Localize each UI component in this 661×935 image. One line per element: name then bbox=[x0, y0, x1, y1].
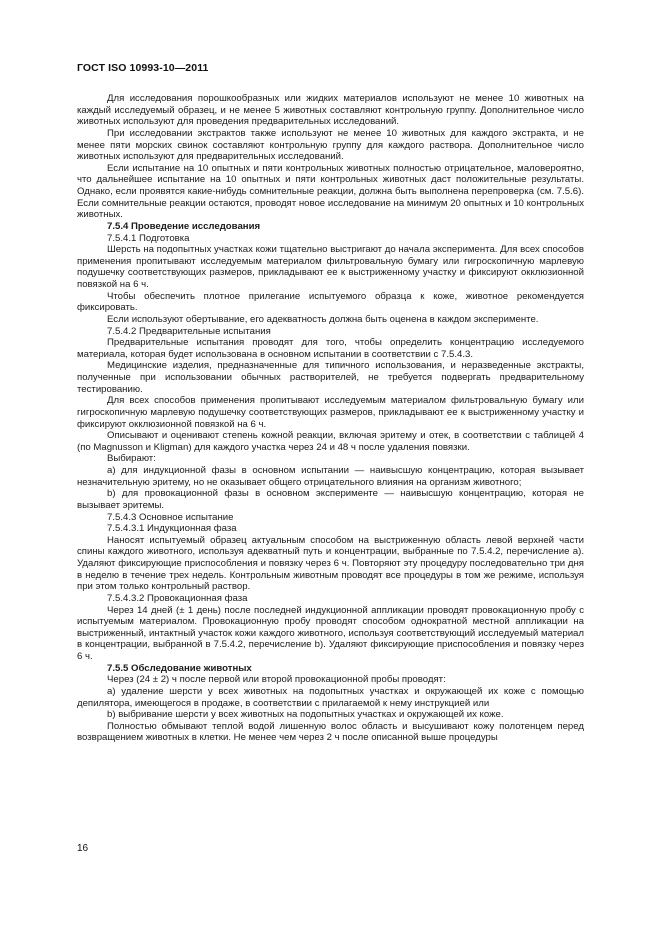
body-paragraph: Наносят испытуемый образец актуальным способом на выстриженную область левой верхней части спины каждого животного, используя адекватный путь и концентрации, выбранные по 7.5.4.2, перечисление а). Удаляют фиксирующие приспособления и повязку через 6 ч. Повторяют эту процедуру последовательно три дня в неделю в течение трех недель. Контрольным животным проводят все процедуры в том же режиме, используя при этом только контрольный раствор. bbox=[77, 534, 584, 593]
section-heading: 7.5.5 Обследование животных bbox=[107, 662, 252, 674]
body-paragraph: Для исследования порошкообразных или жидких материалов используют не менее 10 животных на каждый исследуемый образец, и не менее 5 животных составляют контрольную группу. Дополнительное число животных используют для проведения предварительных исследований. bbox=[77, 93, 584, 128]
document-header: ГОСТ ISO 10993-10—2011 bbox=[77, 62, 209, 74]
body-paragraph: b) для провокационной фазы в основном эксперименте — наивысшую концентрацию, которая не вызывает эритемы. bbox=[77, 488, 584, 511]
body-paragraph: Через (24 ± 2) ч после первой или второй провокационной пробы проводят: bbox=[107, 674, 446, 686]
body-paragraph: Полностью обмывают теплой водой лишенную волос область и высушивают кожу полотенцем перед возвращением животных в клетки. Не менее чем через 2 ч после описанной выше процедуры bbox=[77, 720, 584, 744]
body-paragraph: При исследовании экстрактов также используют не менее 10 животных для каждого экстракта, и не менее пяти морских свинок составляют контрольную группу для каждого раствора. Дополнительное число животных используют для предварительных исследований. bbox=[77, 127, 584, 163]
body-paragraph: а) удаление шерсти у всех животных на подопытных участках и окружающей их коже с помощью депилятора, имеющегося в продаже, в соответствии с прилагаемой к нему инструкцией или bbox=[77, 685, 584, 709]
body-paragraph: 7.5.4.1 Подготовка bbox=[107, 232, 190, 244]
body-paragraph: Описывают и оценивают степень кожной реакции, включая эритему и отек, в соответствии с таблицей 4 (по Magnusson и Kligman) для каждого участка через 24 и 48 ч после удаления повязки. bbox=[77, 430, 584, 453]
body-paragraph: а) для индукционной фазы в основном испытании — наивысшую концентрацию, которая вызывает незначительную эритему, но не оказывает общего отрицательного влияния на организм животного; bbox=[77, 465, 584, 488]
body-paragraph: Если используют обертывание, его адекватность должна быть оценена в каждом эксперименте. bbox=[107, 313, 539, 325]
body-paragraph: Выбирают: bbox=[107, 453, 156, 465]
body-paragraph: Медицинские изделия, предназначенные для типичного использования, и неразведенные экстракты, полученные при использовании обычных растворителей, не требуется подвергать предварительному тестированию. bbox=[77, 360, 584, 395]
body-paragraph: 7.5.4.2 Предварительные испытания bbox=[107, 325, 271, 337]
body-paragraph: Предварительные испытания проводят для того, чтобы определить концентрацию исследуемого материала, которая будет использована в основном испытании в соответствии с 7.5.4.3. bbox=[77, 337, 584, 360]
body-paragraph: b) выбривание шерсти у всех животных на подопытных участках и окружающей их коже. bbox=[107, 709, 504, 721]
body-paragraph: Если испытание на 10 опытных и пяти контрольных животных полностью отрицательное, маловероятно, что дальнейшее испытание на 10 опытных и пяти контрольных животных даст положительные результаты. Однако, если проявятся какие-нибудь сомнительные реакции, должна быть выполнена перепроверка (см. 7.5.6). Если сомнительные реакции остаются, проводят новое исследование на минимум 20 опытных и 10 контрольных животных. bbox=[77, 162, 584, 221]
body-paragraph: Чтобы обеспечить плотное прилегание испытуемого образца к коже, животное рекомендуется фиксировать. bbox=[77, 290, 584, 314]
document-body bbox=[77, 93, 584, 744]
section-heading: 7.5.4 Проведение исследования bbox=[107, 220, 261, 232]
body-paragraph: 7.5.4.3.1 Индукционная фаза bbox=[107, 523, 237, 535]
page-number: 16 bbox=[77, 843, 89, 854]
body-paragraph: 7.5.4.3 Основное испытание bbox=[107, 511, 234, 523]
body-paragraph: Шерсть на подопытных участках кожи тщательно выстригают до начала эксперимента. Для всех способов применения пропитывают исследуемым материалом фильтровальную бумагу или гигроскопичную марлевую подушечку соответствующих размеров, прикладывают ее к выстриженному участку и фиксируют окклюзионной повязкой на 6 ч. bbox=[77, 244, 584, 290]
body-paragraph: 7.5.4.3.2 Провокационная фаза bbox=[107, 592, 248, 604]
body-paragraph: Для всех способов применения пропитывают исследуемым материалом фильтровальную бумагу или гигроскопичную марлевую подушечку соответствующих размеров, прикладывают ее к выстриженному участку и фиксируют окклюзионной повязкой на 6 ч. bbox=[77, 395, 584, 430]
body-paragraph: Через 14 дней (± 1 день) после последней индукционной аппликации проводят провокационную пробу с испытуемым материалом. Провокационную пробу проводят способом однократной местной аппликации на выстриженный, интактный участок кожи каждого животного, используя соответствующий исследуемый материал в концентрации, выбранной в 7.5.4.2, перечисление b). Удаляют фиксирующие приспособления и повязку через 6 ч. bbox=[77, 604, 584, 662]
